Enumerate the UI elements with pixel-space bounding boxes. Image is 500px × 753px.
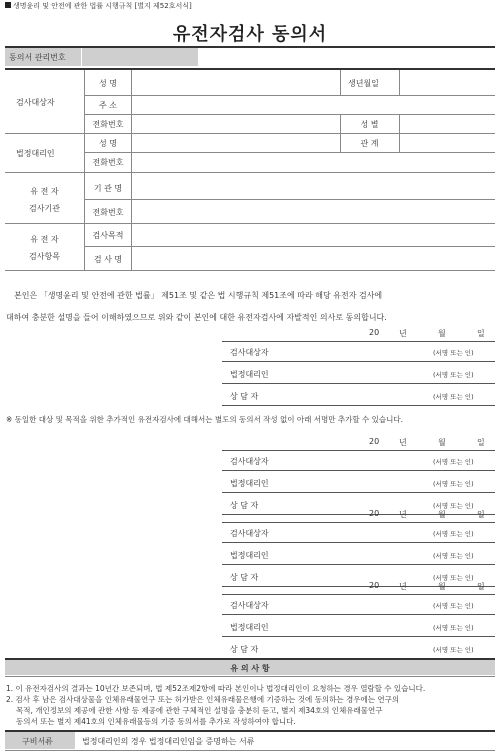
consent-paragraph [6,285,494,329]
signer-counselor-sign-note-1: (서명 또는 인) [433,393,474,401]
signer-rep-sign-field-1[interactable] [290,366,430,382]
signer-rep-underline-4 [222,636,495,637]
signer-rep-sign-field-4[interactable] [290,619,430,635]
institution-phone-label: 전화번호 [92,208,124,217]
signer-rep-sign-note-2: (서명 또는 인) [433,480,474,488]
signer-subject-label-4: 검사대상자 [230,601,269,610]
subject-section-label: 검사대상자 [16,98,55,107]
legal-rep-section-label: 법정대리인 [16,149,55,158]
signer-rep-sign-note-1: (서명 또는 인) [433,371,474,379]
date-year-2: 20 [369,437,380,446]
legal-rep-relation-field[interactable] [400,134,494,151]
signer-subject-label-2: 검사대상자 [230,457,269,466]
test-name-label: 검 사 명 [93,255,123,264]
notice-item-2b: 목적, 개인정보의 제공에 관한 사항 등 제공에 관한 구체적인 설명을 충분히 듣고, 별지 제34호의 인체유래물연구 [16,706,383,715]
signer-rep-sign-note-3: (서명 또는 인) [433,552,474,560]
signer-counselor-sign-note-3: (서명 또는 인) [433,574,474,582]
test-purpose-field[interactable] [132,224,494,245]
date-il-3: 일 [477,510,485,519]
date-wol-1: 월 [438,329,446,338]
subject-gender-label: 성 별 [360,120,379,129]
subject-gender-field[interactable] [400,115,494,132]
date-nyeon-3: 년 [399,510,407,519]
signer-counselor-sign-field-3[interactable] [290,569,430,585]
admin-no-label: 동의서 관리번호 [9,53,66,62]
date-wol-4: 월 [438,582,446,591]
signer-rep-sign-field-3[interactable] [290,547,430,563]
test-name-field[interactable] [132,247,494,269]
signer-subject-sign-field-2[interactable] [290,453,430,469]
legal-rep-phone-label: 전화번호 [92,158,124,167]
subject-address-field[interactable] [132,96,494,113]
notice-item-1: 1. 이 유전자검사의 결과는 10년간 보존되며, 법 제52조제2항에 따라 본인이나 법정대리인이 요청하는 경우 열람할 수 있습니다. [6,684,426,693]
admin-no-field[interactable] [82,48,198,66]
signer-rep-label-2: 법정대리인 [230,479,269,488]
institution-section-label-2: 검사기관 [29,204,60,213]
signer-subject-sign-note-3: (서명 또는 인) [433,530,474,538]
subject-birth-field[interactable] [400,71,494,94]
signer-subject-underline-4 [222,614,495,615]
signer-subject-underline-2 [222,470,495,471]
date-il-2: 일 [477,438,485,447]
legal-rep-name-label: 성 명 [99,139,117,148]
form-reference: 생명윤리 및 안전에 관한 법률 시행규칙 [별지 제52호서식] [5,1,192,11]
notice-item-2a: 2. 검사 후 남은 검사대상물을 인체유래물연구 또는 허가받은 인체유래물은행에 기증하는 것에 동의하는 경우에는 연구의 [6,695,400,704]
signer-counselor-underline-2 [222,514,495,515]
signer-counselor-label-3: 상 담 자 [230,573,259,582]
signer-counselor-label-1: 상 담 자 [230,392,259,401]
signer-counselor-sign-note-2: (서명 또는 인) [433,502,474,510]
signer-subject-label-1: 검사대상자 [230,348,269,357]
date-underline-1 [222,341,495,342]
signer-rep-underline-3 [222,564,495,565]
signer-counselor-sign-note-4: (서명 또는 인) [433,646,474,654]
test-items-section-label-1: 유 전 자 [30,235,59,244]
date-year-4: 20 [369,581,380,590]
notice-title: 유 의 사 항 [230,664,270,673]
date-underline-3 [222,522,495,523]
signer-subject-sign-field-4[interactable] [290,597,430,613]
institution-phone-field[interactable] [132,200,494,222]
date-il-4: 일 [477,582,485,591]
signer-rep-label-3: 법정대리인 [230,551,269,560]
signer-subject-sign-field-3[interactable] [290,525,430,541]
date-underline-4 [222,594,495,595]
institution-name-field[interactable] [132,173,494,198]
signer-counselor-sign-field-2[interactable] [290,497,430,513]
signer-counselor-sign-field-4[interactable] [290,641,430,657]
date-wol-3: 월 [438,510,446,519]
signer-subject-sign-note-4: (서명 또는 인) [433,602,474,610]
signer-subject-underline-3 [222,542,495,543]
signer-subject-underline-1 [222,361,495,362]
date-year-3: 20 [369,509,380,518]
signer-rep-underline-2 [222,492,495,493]
legal-rep-name-field[interactable] [132,134,339,151]
subject-address-label: 주 소 [99,101,117,110]
signer-rep-label-4: 법정대리인 [230,623,269,632]
test-items-section-label-2: 검사항목 [29,252,60,261]
attachment-label: 구비서류 [22,737,53,746]
signer-rep-label-1: 법정대리인 [230,370,269,379]
signer-counselor-underline-1 [222,405,495,406]
signer-rep-underline-1 [222,383,495,384]
consent-line-2: 대하여 충분한 설명을 들어 이해하였으므로 위와 같이 본인에 대한 유전자검사에 자발적인 의사로 동의합니다. [6,313,387,322]
legal-rep-relation-label: 관 계 [360,139,379,148]
signer-counselor-label-2: 상 담 자 [230,501,259,510]
square-bullet-icon [5,2,11,8]
signer-counselor-sign-field-1[interactable] [290,388,430,404]
notice-items [6,683,494,727]
signer-subject-sign-note-1: (서명 또는 인) [433,349,474,357]
signer-rep-sign-field-2[interactable] [290,475,430,491]
date-il-1: 일 [477,329,485,338]
page-title: 유전자검사 동의서 [172,24,328,45]
institution-name-label: 기 관 명 [93,184,123,193]
additional-sign-note: ※ 동일한 대상 및 목적을 위한 추가적인 유전자검사에 대해서는 별도의 동의서 작성 없이 아래 서명만 추가할 수 있습니다. [6,415,403,424]
test-purpose-label: 검사목적 [92,231,124,240]
subject-name-field[interactable] [132,71,339,94]
legal-rep-phone-field[interactable] [132,153,494,171]
date-nyeon-2: 년 [399,438,407,447]
date-nyeon-1: 년 [399,329,407,338]
consent-line-1: 본인은 「생명윤리 및 안전에 관한 법률」 제51조 및 같은 법 시행규칙 제51조에 따라 해당 유전자 검사에 [14,291,383,300]
subject-phone-label: 전화번호 [92,120,124,129]
signer-counselor-underline-3 [222,586,495,587]
institution-section-label-1: 유 전 자 [30,187,59,196]
signer-subject-label-3: 검사대상자 [230,529,269,538]
date-nyeon-4: 년 [399,582,407,591]
subject-name-label: 성 명 [99,79,117,88]
date-wol-2: 월 [438,438,446,447]
subject-phone-field[interactable] [132,115,339,132]
subject-birth-label: 생년월일 [348,79,379,88]
date-underline-2 [222,450,495,451]
signer-rep-sign-note-4: (서명 또는 인) [433,624,474,632]
attachment-value: 법정대리인의 경우 법정대리인임을 증명하는 서류 [82,737,255,746]
signer-subject-sign-field-1[interactable] [290,344,430,360]
notice-item-2c: 동의서 또는 별지 제41호의 인체유래물등의 기증 동의서를 추가로 작성하여야 합니다. [16,717,296,726]
date-year-1: 20 [369,328,380,337]
signer-counselor-label-4: 상 담 자 [230,645,259,654]
signer-subject-sign-note-2: (서명 또는 인) [433,458,474,466]
